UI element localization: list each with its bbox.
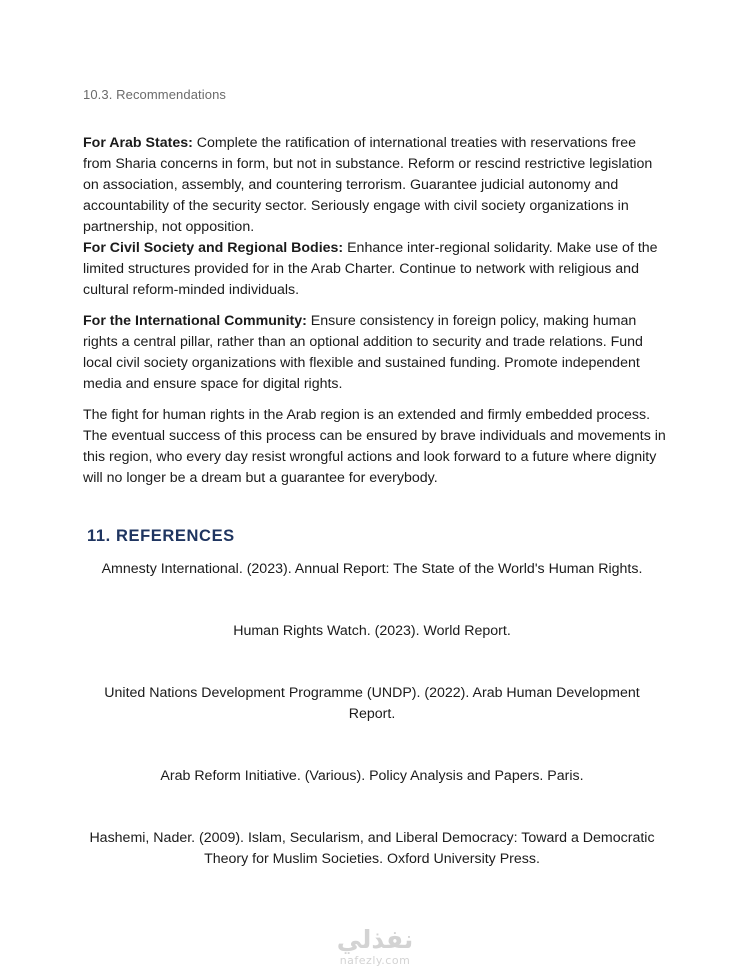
reference-item: Arab Reform Initiative. (Various). Policy Analysis and Papers. Paris. xyxy=(160,768,584,784)
recommendation-text: Complete the ratification of international treaties with reservations free from Sharia concerns in form, but not in substance. Reform or rescind restrictive legislation on association, assembly, and countering terrorism. Guarantee judicial autonomy and accountability of the security sector. Seriously engage with civil society organizations in partnership, not opposition. xyxy=(83,135,653,235)
watermark-arabic: نفذلي xyxy=(336,925,414,954)
recommendation-lead: For the International Community: xyxy=(83,313,307,329)
watermark-logo xyxy=(322,925,428,967)
section-label: 10.3. Recommendations xyxy=(83,87,227,102)
closing-paragraph xyxy=(83,405,668,489)
reference-item: Human Rights Watch. (2023). World Report. xyxy=(233,623,511,639)
watermark-latin: nafezly.com xyxy=(339,954,411,967)
recommendation-international xyxy=(83,311,668,395)
recommendation-text: Enhance inter-regional solidarity. Make use of the limited structures provided for in the Arab Charter. Continue to network with religious and cultural reform-minded individuals. xyxy=(83,240,658,298)
closing-text: The fight for human rights in the Arab region is an extended and firmly embedded process. The eventual success of this process can be ensured by brave individuals and movements in this region, who every day resist wrongful actions and look forward to a future where dignity will no longer be a dream but a guarantee for everybody. xyxy=(83,407,666,486)
recommendation-lead: For Arab States: xyxy=(83,135,193,151)
reference-item: Hashemi, Nader. (2009). Islam, Secularism, and Liberal Democracy: Toward a Democratic Theory for Muslim Societies. Oxford University Press. xyxy=(89,830,655,867)
recommendation-text: Ensure consistency in foreign policy, making human rights a central pillar, rather than an optional addition to security and trade relations. Fund local civil society organizations with flexible and sustained funding. Promote independent media and ensure space for digital rights. xyxy=(83,313,643,392)
references-heading: 11. REFERENCES xyxy=(87,527,235,545)
reference-item: United Nations Development Programme (UNDP). (2022). Arab Human Development Report. xyxy=(104,685,640,722)
recommendation-arab-states xyxy=(83,133,668,238)
recommendation-civil-society xyxy=(83,238,668,301)
recommendation-lead: For Civil Society and Regional Bodies: xyxy=(83,240,344,256)
reference-item: Amnesty International. (2023). Annual Report: The State of the World's Human Rights. xyxy=(101,561,643,577)
